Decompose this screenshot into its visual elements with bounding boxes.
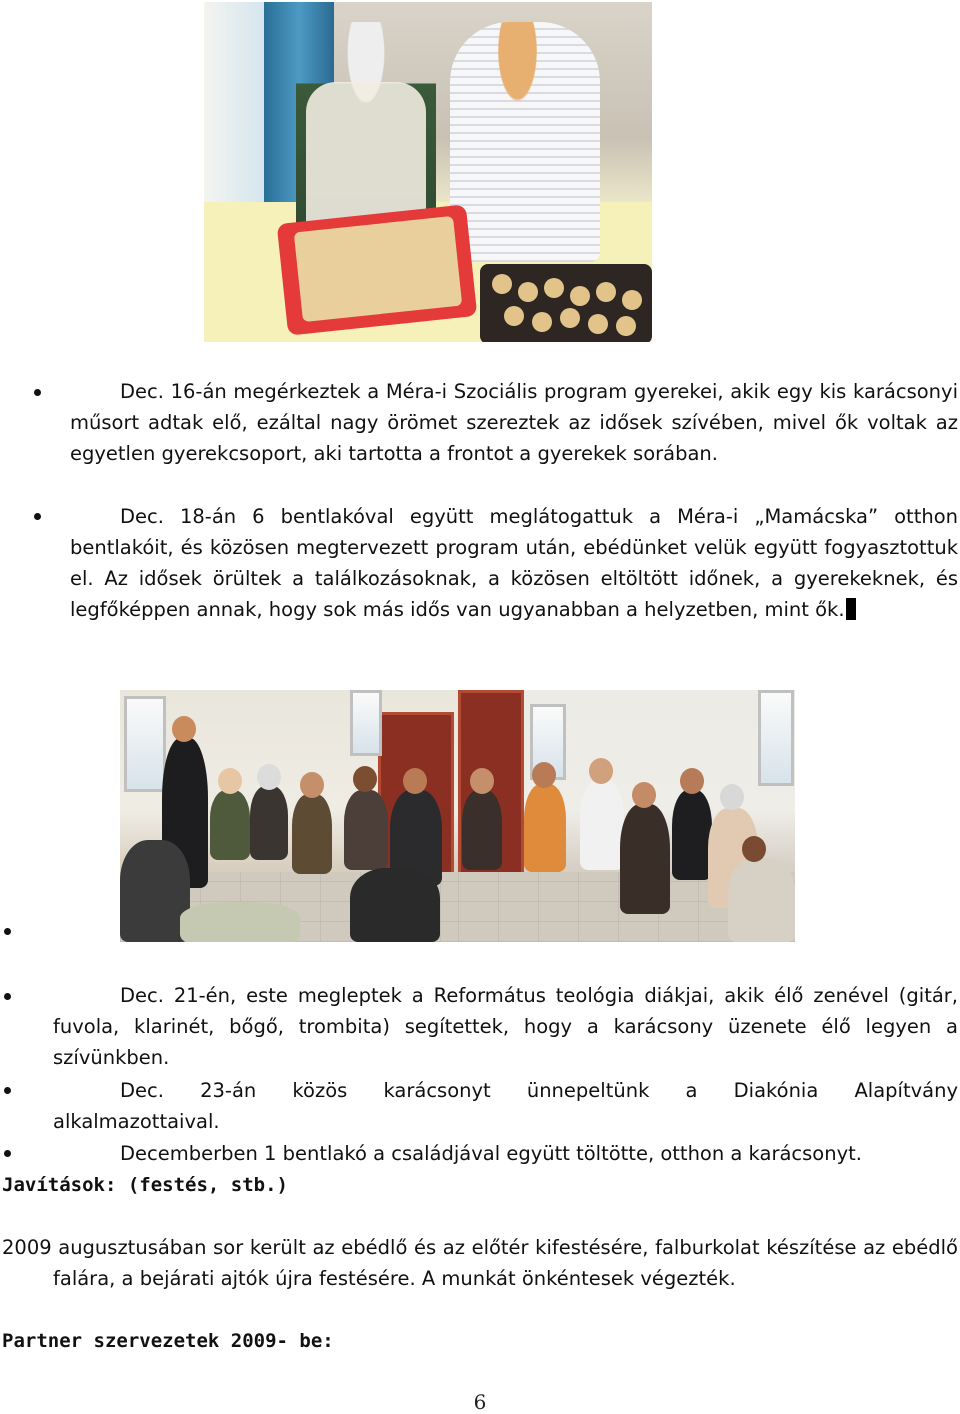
bullet [34, 389, 41, 396]
text-cursor [846, 598, 856, 620]
bullet [4, 1087, 11, 1094]
repairs-paragraph: 2009 augusztusában sor került az ebédlő és az előtér kifestésére, falburkolat készítése az ebédlő falára, a bejárati ajtók újra festésére. A munkát önkéntesek végezték. [2, 1236, 958, 1290]
paragraph-dec16: Dec. 16-án megérkeztek a Méra-i Szociális program gyerekei, akik egy kis karácsonyi műsort adtak elő, ezáltal nagy örömet szereztek az idősek szívében, mivel ők voltak az egyetlen gyerekcsoport, aki tartotta a frontot a gyerekek sorában. [70, 380, 958, 465]
bullet [4, 928, 11, 935]
bullet [4, 993, 11, 1000]
photo-circle-gathering-right [458, 690, 795, 942]
paragraph-dec21: Dec. 21-én, este megleptek a Református teológia diákjai, akik élő zenével (gitár, fuvola, klarinét, bőgő, trombita) segítettek, hogy a karácsony üzenete élő legyen a szívünkben. [53, 984, 958, 1069]
paragraph-dec18: Dec. 18-án 6 bentlakóval együtt meglátogattuk a Méra-i „Mamácska” otthon bentlakóit, és közösen megtervezett program után, ebédünket velük együtt fogyasztottuk el. Az idősek örültek a találkozásoknak, a közösen eltöltött időnek, a gyerekeknek, és legfőképpen annak, hogy sok más idős van ugyanabban a helyzetben, mint ők. [70, 505, 958, 621]
paragraph-dec23: Dec. 23-án közös karácsonyt ünnepeltünk a Diakónia Alapítvány alkalmazottaival. [53, 1079, 958, 1133]
photo-circle-gathering-left [120, 690, 458, 942]
photo-baking-cookies [204, 2, 652, 342]
repairs-heading: Javítások: (festés, stb.) [2, 1174, 288, 1196]
page-number: 6 [473, 1390, 487, 1414]
bullet [4, 1150, 11, 1157]
bullet [34, 513, 41, 520]
paragraph-december: Decemberben 1 bentlakó a családjával együtt töltötte, otthon a karácsonyt. [120, 1142, 862, 1165]
photo-person-woman [450, 22, 600, 262]
partners-heading: Partner szervezetek 2009- be: [2, 1330, 334, 1352]
